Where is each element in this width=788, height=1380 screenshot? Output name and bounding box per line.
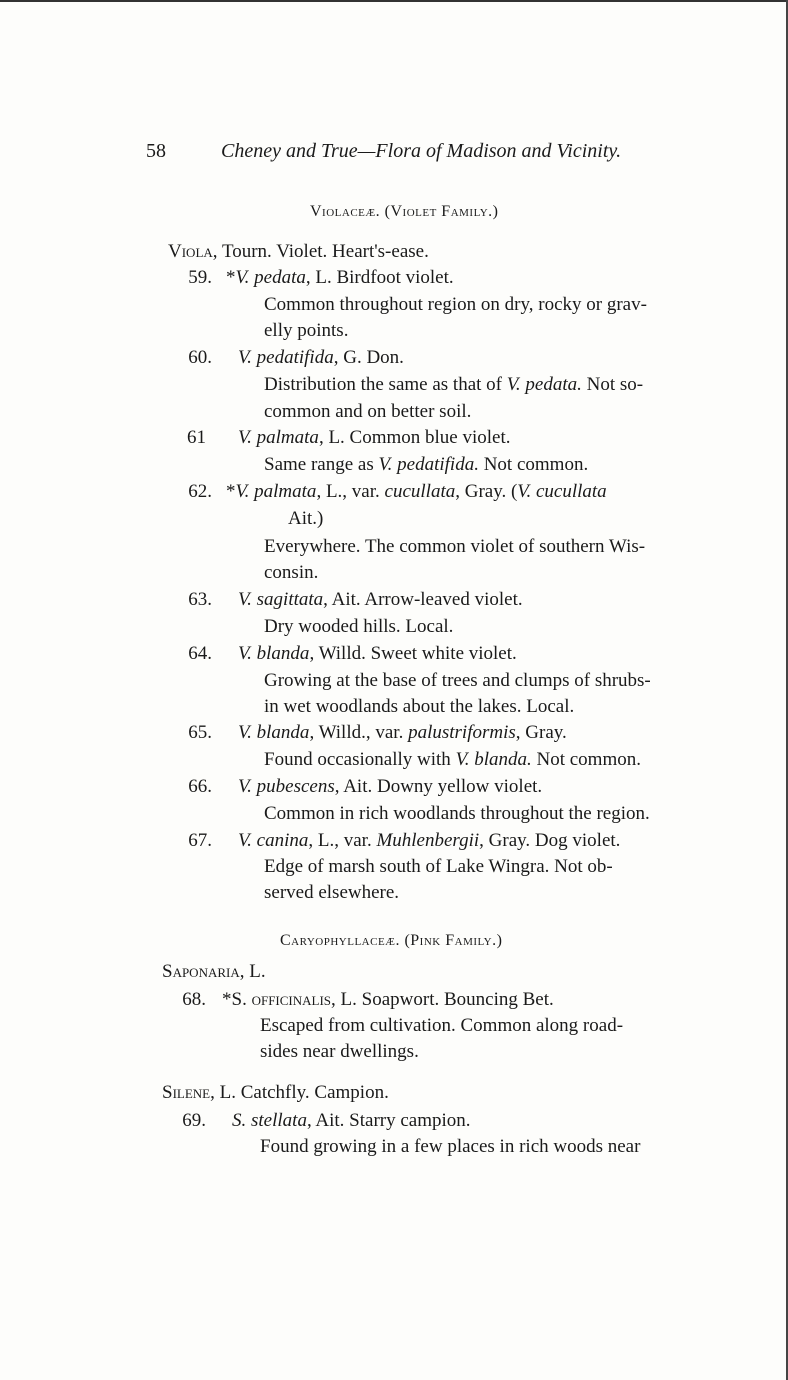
entry-number: 69. bbox=[182, 1110, 206, 1131]
note-line: Common throughout region on dry, rocky or grav- bbox=[264, 294, 647, 315]
species-line: *V. palmata, L., var. cucullata, Gray. (V. cucullata bbox=[226, 481, 607, 502]
species-name: V. pedata bbox=[235, 267, 306, 288]
entry-number: 63. bbox=[188, 589, 212, 610]
genus-rest: , Tourn. Violet. Heart's-ease. bbox=[212, 241, 429, 262]
species-line: V. blanda, Willd., var. palustriformis, Gray. bbox=[238, 722, 567, 743]
species-name: V. sagittata bbox=[238, 589, 324, 610]
species-line bbox=[238, 588, 523, 612]
note-line: Same range as V. pedatifida. Not common. bbox=[264, 454, 589, 475]
species-line: V. canina, L., var. Muhlenbergii, Gray. Dog violet. bbox=[238, 830, 621, 851]
species-rest: , Ait. Starry campion. bbox=[306, 1110, 471, 1131]
species-rest: , Ait. Downy yellow violet. bbox=[334, 776, 543, 797]
species-line bbox=[238, 642, 517, 666]
genus-silene bbox=[162, 1081, 389, 1105]
entry-number: 66. bbox=[188, 776, 212, 797]
variety-name: Muhlenbergii bbox=[376, 830, 480, 851]
synonym-name: V. cucullata bbox=[517, 481, 607, 502]
entry-number: 60. bbox=[188, 347, 212, 368]
entry-number: 68. bbox=[182, 989, 206, 1010]
introduced-mark: *S. bbox=[222, 989, 247, 1010]
species-rest: , L. Birdfoot violet. bbox=[305, 267, 454, 288]
species-rest: , Ait. Arrow-leaved violet. bbox=[323, 589, 523, 610]
species-rest: , L. Common blue violet. bbox=[318, 427, 511, 448]
note-line: consin. bbox=[264, 562, 319, 583]
note-line: Escaped from cultivation. Common along road- bbox=[260, 1015, 624, 1036]
genus-rest: , L. Catchfly. Campion. bbox=[210, 1082, 389, 1103]
entry-number: 65. bbox=[188, 722, 212, 743]
entry-number: 61 bbox=[187, 427, 206, 448]
note-line: in wet woodlands about the lakes. Local. bbox=[264, 696, 575, 717]
species-line bbox=[238, 775, 542, 799]
species-rest: , G. Don. bbox=[333, 347, 404, 368]
family-heading-caryophyllaceae: Caryophyllaceæ. (Pink Family.) bbox=[280, 932, 503, 949]
genus-saponaria bbox=[162, 960, 266, 984]
genus-name: Silene bbox=[162, 1082, 211, 1103]
note-line: Found occasionally with V. blanda. Not common. bbox=[264, 749, 641, 770]
note-line: Dry wooded hills. Local. bbox=[264, 616, 454, 637]
species-name: V. blanda bbox=[238, 722, 310, 743]
genus-viola bbox=[168, 240, 429, 264]
page-top-edge bbox=[0, 0, 788, 2]
species-name: V. pubescens bbox=[238, 776, 335, 797]
species-name: S. stellata bbox=[232, 1110, 307, 1131]
species-name: V. pedatifida bbox=[238, 347, 334, 368]
species-line bbox=[222, 988, 554, 1012]
species-line bbox=[226, 266, 454, 290]
note-line: Growing at the base of trees and clumps of shrubs- bbox=[264, 670, 651, 691]
entry-number: 64. bbox=[188, 643, 212, 664]
note-line: Distribution the same as that of V. pedata. Not so- bbox=[264, 374, 644, 395]
introduced-mark: * bbox=[226, 481, 236, 502]
note-line: Edge of marsh south of Lake Wingra. Not ob- bbox=[264, 856, 613, 877]
continuation-line: Ait.) bbox=[288, 508, 324, 529]
species-name: officinalis bbox=[251, 989, 332, 1010]
family-heading-violaceae: Violaceæ. (Violet Family.) bbox=[310, 203, 499, 220]
species-line bbox=[238, 346, 404, 370]
species-name: V. blanda bbox=[238, 643, 310, 664]
note-line: Found growing in a few places in rich woods near bbox=[260, 1136, 641, 1157]
variety-name: palustriformis bbox=[408, 722, 516, 743]
note-line: common and on better soil. bbox=[264, 401, 472, 422]
entry-number: 59. bbox=[188, 267, 212, 288]
genus-name: Saponaria bbox=[162, 961, 240, 982]
variety-name: cucullata bbox=[384, 481, 456, 502]
species-name: V. palmata bbox=[235, 481, 317, 502]
species-rest: , Willd. Sweet white violet. bbox=[309, 643, 517, 664]
note-line: sides near dwellings. bbox=[260, 1041, 419, 1062]
species-line bbox=[238, 426, 511, 450]
note-line: Common in rich woodlands throughout the region. bbox=[264, 803, 650, 824]
note-line: served elsewhere. bbox=[264, 882, 400, 903]
entry-number: 62. bbox=[188, 481, 212, 502]
entry-number: 67. bbox=[188, 830, 212, 851]
genus-rest: , L. bbox=[239, 961, 266, 982]
note-line: elly points. bbox=[264, 320, 349, 341]
species-name: V. palmata bbox=[238, 427, 319, 448]
running-title: Cheney and True—Flora of Madison and Vicinity. bbox=[221, 140, 622, 162]
species-name: V. canina bbox=[238, 830, 309, 851]
note-line: Everywhere. The common violet of southern Wis- bbox=[264, 536, 646, 557]
species-rest: , L. Soapwort. Bouncing Bet. bbox=[331, 989, 554, 1010]
introduced-mark: * bbox=[226, 267, 236, 288]
page-number: 58 bbox=[146, 140, 166, 162]
genus-name: Viola bbox=[168, 241, 213, 262]
species-line bbox=[232, 1109, 471, 1133]
